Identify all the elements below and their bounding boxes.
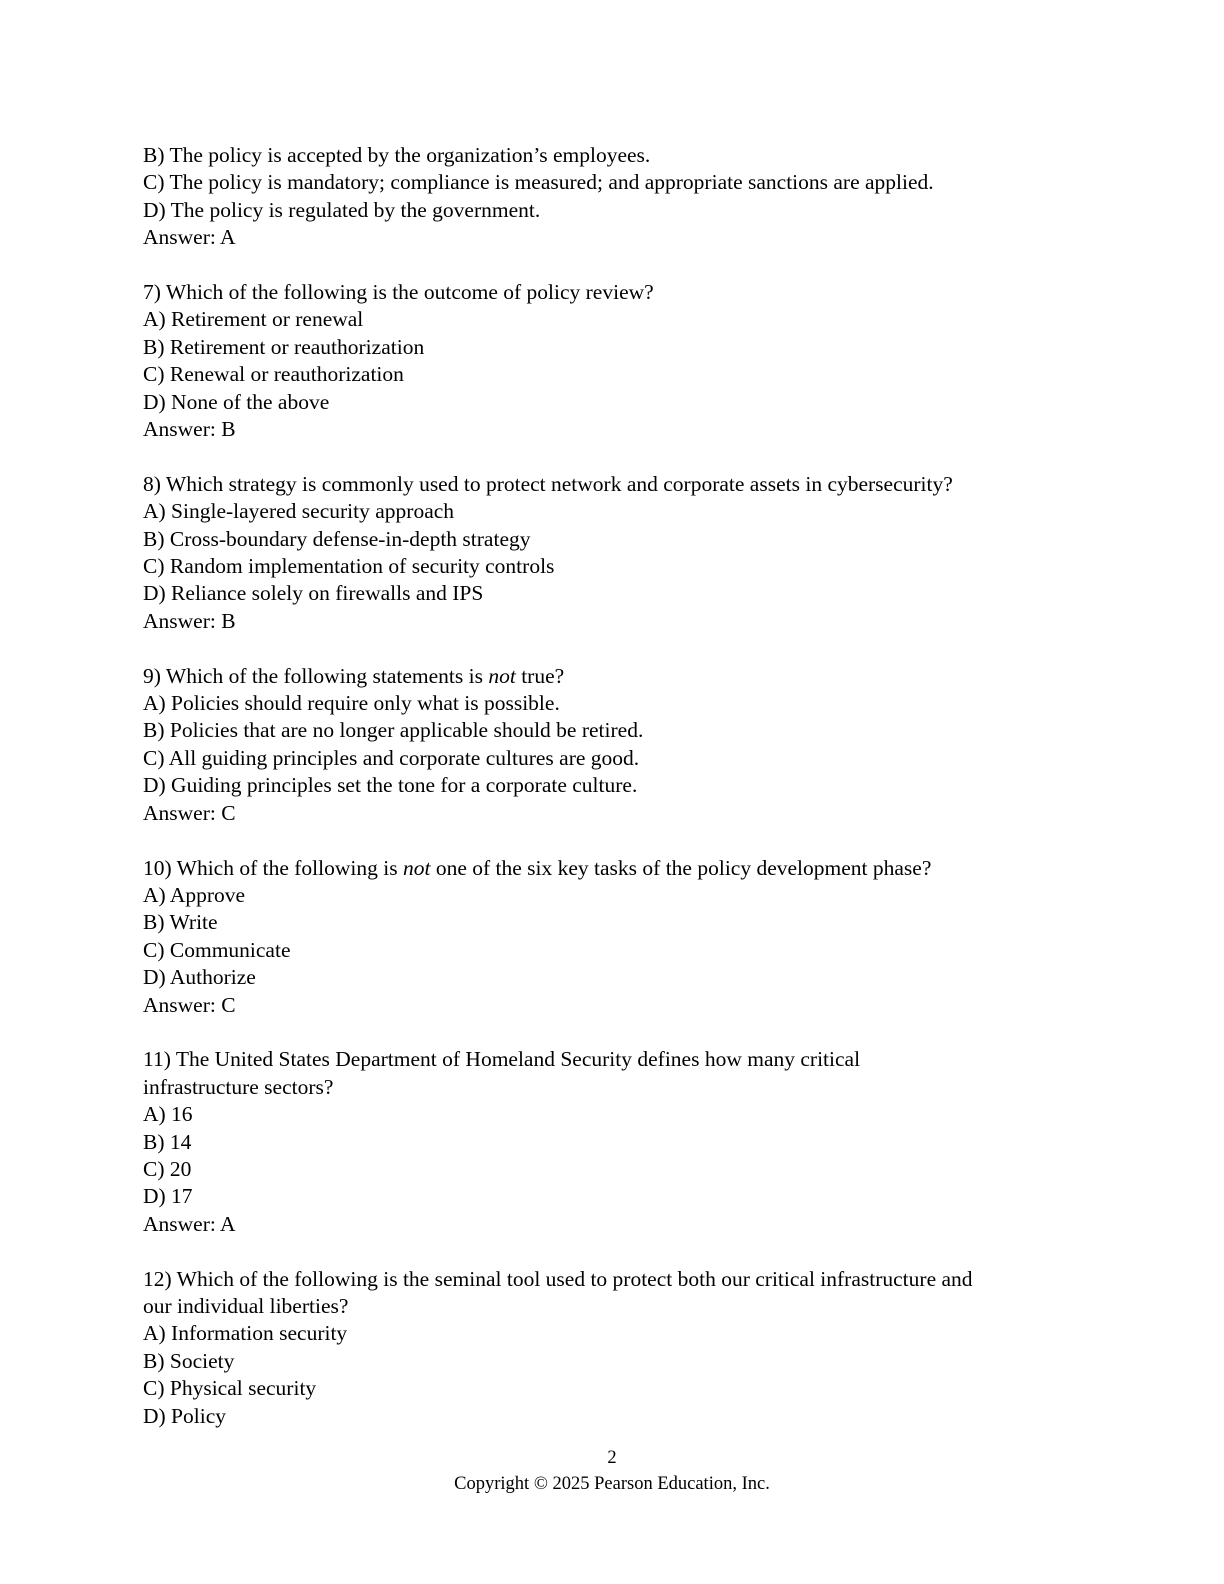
answer: Answer: A [143,1211,236,1236]
copyright-notice: Copyright © 2025 Pearson Education, Inc. [454,1474,770,1494]
question-block [143,471,1083,635]
answer-option: A) Information security [143,1321,348,1346]
question-block [143,1266,1083,1430]
question-block-continued [143,142,1083,252]
question-text-segment: 12) Which of the following is the seminal tool used to protect both our critical infrastructure and [143,1266,973,1291]
answer-option: D) Reliance solely on firewalls and IPS [143,581,484,606]
answer-option: D) None of the above [143,389,330,414]
question-block [143,855,1083,1019]
option-c: C) The policy is mandatory; compliance is measured; and appropriate sanctions are applied. [143,170,934,195]
spacer [143,252,1083,279]
spacer [143,635,1083,662]
answer-option: D) Policy [143,1403,227,1428]
question-emphasis: not [488,663,516,688]
question-block [143,279,1083,443]
spacer [143,443,1083,470]
question-text-segment: 9) Which of the following statements is [143,663,489,688]
answer-option: A) Approve [143,882,246,907]
answer: Answer: C [143,800,236,825]
question-emphasis: not [402,855,431,880]
answer-option: A) Policies should require only what is possible. [143,691,560,716]
question-list [143,252,1083,1430]
document-body [143,142,1083,1430]
answer: Answer: B [143,608,236,633]
question-text [143,1074,1083,1101]
answer-option: C) 20 [143,1156,192,1181]
answer-option: B) Retirement or reauthorization [143,334,425,359]
answer-option: B) Society [143,1348,235,1373]
answer-option: A) 16 [143,1102,193,1127]
answer: Answer: C [143,992,236,1017]
question-text [143,1046,1083,1073]
question-text [143,855,1083,882]
question-block [143,1046,1083,1238]
spacer [143,1238,1083,1265]
answer-option: D) Guiding principles set the tone for a corporate culture. [143,773,638,798]
answer-option: C) Physical security [143,1376,317,1401]
question-text-segment: true? [515,663,565,688]
answer-option: A) Single-layered security approach [143,499,455,524]
question-text-segment: 8) Which strategy is commonly used to protect network and corporate assets in cybersecurity? [143,471,953,496]
question-text-segment: one of the six key tasks of the policy development phase? [430,855,932,880]
question-text-segment: 10) Which of the following is [143,855,403,880]
question-text-segment: 11) The United States Department of Homeland Security defines how many critical [143,1047,861,1072]
answer: Answer: A [143,225,236,250]
question-text [143,1293,1083,1320]
answer-option: D) Authorize [143,965,256,990]
answer-option: C) All guiding principles and corporate cultures are good. [143,745,640,770]
answer-option: A) Retirement or renewal [143,307,364,332]
answer-option: C) Communicate [143,937,291,962]
answer-option: B) Write [143,910,218,935]
answer-option: C) Random implementation of security controls [143,554,555,579]
spacer [143,1019,1083,1046]
question-text-segment: 7) Which of the following is the outcome of policy review? [143,280,654,305]
question-block [143,663,1083,827]
option-d: D) The policy is regulated by the government. [143,197,541,222]
option-b: B) The policy is accepted by the organization’s employees. [143,143,651,167]
question-text [143,279,1083,306]
question-text [143,471,1083,498]
answer-option: B) Cross-boundary defense-in-depth strategy [143,526,531,551]
answer-option: D) 17 [143,1184,193,1209]
answer-option: B) 14 [143,1129,192,1154]
answer-option: B) Policies that are no longer applicable should be retired. [143,718,644,743]
question-text-segment: infrastructure sectors? [143,1074,334,1099]
question-text-segment: our individual liberties? [143,1293,349,1318]
spacer [143,827,1083,854]
question-text [143,1266,1083,1293]
answer-option: C) Renewal or reauthorization [143,362,404,387]
page-number: 2 [607,1448,617,1468]
question-text [143,663,1083,690]
answer: Answer: B [143,417,236,442]
